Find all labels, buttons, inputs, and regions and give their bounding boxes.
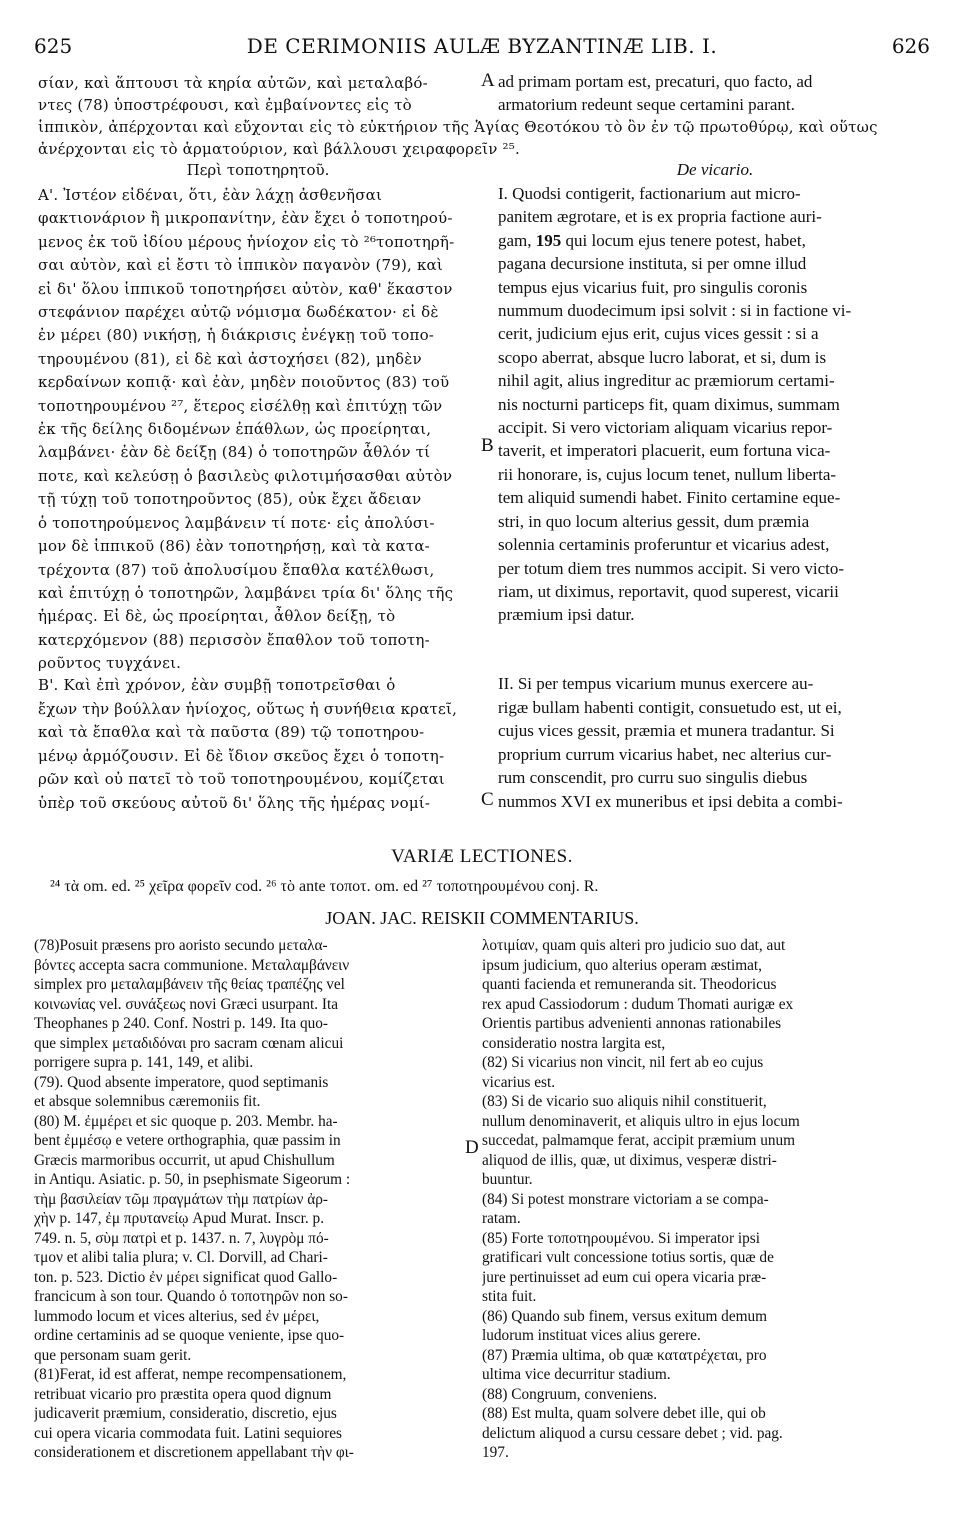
- text-line: καὶ τὰ ἔπαθλα καὶ τὰ παῦστα (89) τῷ τοποτηρου-: [38, 723, 425, 741]
- commentary-line: delictum aliquod a cursu cessare debet ; vid. pag.: [482, 1424, 783, 1442]
- text-line: armatorium redeunt seque certamini parant.: [498, 95, 795, 114]
- running-title: DE CERIMONIIS AULÆ BYZANTINÆ LIB. I.: [246, 34, 718, 58]
- commentary-line: jure pertinuisset ad eum cui opera vicaria præ-: [482, 1268, 767, 1286]
- commentary-line: et absque solemnibus cæremoniis fit.: [34, 1093, 261, 1110]
- text-line: tempus ejus vicarius fuit, pro singulis coronis: [498, 277, 808, 297]
- commentary-line: nullum denominaverit, et aliquis ultro in ejus locum: [482, 1112, 800, 1130]
- commentary-line: aliquod de illis, quæ, ut diximus, vesperæ distri-: [482, 1151, 777, 1169]
- commentary-line: λοτιμίαν, quam quis alteri pro judicio suo dat, aut: [482, 937, 786, 954]
- commentary-line: judicaverit præmium, consideratio, discretio, ejus: [34, 1405, 337, 1422]
- text-line: panitem ægrotare, et is ex propria factione auri-: [498, 207, 822, 227]
- commentary-line: (88) Est multa, quam solvere debet ille, qui ob: [482, 1405, 766, 1422]
- text-line: nihil agit, alius ingreditur ac præmiorum certami-: [498, 371, 835, 391]
- commentary-line: ratam.: [482, 1210, 521, 1227]
- text-line: accipit. Si vero victoriam aliquam vicarius repor-: [498, 418, 833, 438]
- commentary-line: (84) Si potest monstrare victoriam a se compa-: [482, 1190, 769, 1208]
- text-line: μένῳ ἁρμόζουσιν. Εἰ δὲ ἴδιον σκεῦος ἔχει ὁ τοποτη-: [38, 746, 445, 765]
- commentary-line: Orientis partibus advenienti annonas rationabiles: [482, 1015, 782, 1032]
- text-line: pagana decursione instituta, si per omne illud: [498, 254, 807, 274]
- commentary-line: (80) M. ἐμμέρει et sic quoque p. 203. Membr. ha-: [34, 1112, 338, 1130]
- margin-letter-d: D: [465, 1137, 479, 1158]
- text-line: per totum diem tres nummos accipit. Si vero victo-: [498, 558, 845, 578]
- commentary-line: retribuat vicario pro præstita opera quod dignum: [34, 1385, 332, 1403]
- text-line: taverit, et imperatori placuerit, eum fortuna vica-: [498, 441, 831, 461]
- text-line: κατερχόμενον (88) περισσὸν ἔπαθλον τοῦ τοποτη-: [38, 630, 430, 649]
- commentary-line: ludorum instituat vices alius gerere.: [482, 1327, 701, 1344]
- text-line: cerit, judicium ejus erit, cujus vices gessit : si a: [498, 324, 819, 344]
- commentary-line: (85) Forte τοποτηρουμένου. Si imperator ipsi: [482, 1229, 760, 1247]
- text-line: rigæ bullam habenti contigit, consuetudo est, ut ei,: [498, 697, 842, 717]
- commentary-line: que simplex μεταδιδόναι pro sacram cœnam alicui: [34, 1034, 344, 1052]
- commentary-title: JOAN. JAC. REISKII COMMENTARIUS.: [325, 908, 639, 928]
- text-line: ἔχων τὴν βούλλαν ἡνίοχος, οὕτως ἡ συνήθεια κρατεῖ,: [38, 699, 458, 718]
- text-line: nis nocturni particeps fit, quam diximus, summam: [498, 394, 840, 414]
- commentary-line: τὴμ βασιλείαν τῶμ πραγμάτων τὴμ πατρίων ἀρ-: [34, 1190, 328, 1208]
- commentary-line: ultima vice decurritur stadium.: [482, 1366, 671, 1383]
- text-line: rii honorare, is, cujus locum tenet, nullum liberta-: [498, 464, 837, 484]
- variae-lectiones-title: VARIÆ LECTIONES.: [391, 846, 573, 867]
- commentary-line: cui opera vicaria commodata fuit. Latini sequiores: [34, 1424, 342, 1442]
- text-line: scopo aberrat, absque lucro laborat, et si, dum is: [498, 347, 827, 367]
- text-line: ποτε, καὶ κελεύσῃ ὁ βασιλεὺς φιλοτιμήσασθαι αὐτὸν: [38, 466, 453, 485]
- greek-wide-lines: [38, 116, 932, 160]
- text-line: ντες (78) ὑποστρέφουσι, καὶ ἐμβαίνοντες εἰς τὸ: [38, 96, 412, 114]
- commentary-line: κοινωνίας vel. συνάξεως novi Græci usurpant. Ita: [34, 995, 339, 1013]
- commentary-line: bent ἐμμέσῳ e vetere orthographia, quæ passim in: [34, 1132, 341, 1149]
- text-line: ἐν μέρει (80) νικήσῃ, ἡ διάκρισις ἐνέγκῃ τοῦ τοπο-: [38, 326, 435, 345]
- commentary-line: rex apud Cassiodorum : dudum Thomati aurigæ ex: [482, 995, 794, 1013]
- text-line: proprium currum vicarius habet, nec alterius cur-: [498, 744, 832, 764]
- commentary-line: francicum à son tour. Quando ὁ τοποτηρῶν non so-: [34, 1288, 348, 1305]
- text-line: λαμβάνει· ἐὰν δὲ δείξῃ (84) ὁ τοποτηρῶν ἆθλόν τί: [38, 443, 431, 462]
- text-line: præmium ipsi datur.: [498, 605, 635, 625]
- commentary-line: χὴν p. 147, ἐμ πρυτανείῳ Apud Murat. Inscr. p.: [34, 1210, 325, 1227]
- text-line: stri, in quo locum alterius gessit, dum præmia: [498, 511, 810, 531]
- commentary-line: Theophanes p 240. Conf. Nostri p. 149. Ita quo-: [34, 1015, 328, 1032]
- latin-top-lines: [498, 70, 932, 116]
- text-line: φακτιονάριον ἢ μικροπανίτην, ἐὰν ἔχει ὁ τοποτηρού-: [38, 209, 453, 228]
- commentary-line: (79). Quod absente imperatore, quod septimanis: [34, 1073, 329, 1091]
- text-line: ὑπὲρ τοῦ σκεύους αὐτοῦ δι' ὅλης τῆς ἡμέρας νομί-: [38, 793, 431, 812]
- commentary-line: stita fuit.: [482, 1288, 537, 1305]
- variae-lectiones-notes: ²⁴ τὰ om. ed. ²⁵ χεῖρα φορεῖν cod. ²⁶ τὸ ante τοποτ. om. ed ²⁷ τοποτηρουμένου conj. R.: [50, 878, 599, 895]
- commentary-line: (78)Posuit præsens pro aoristo secundo μεταλα-: [34, 937, 328, 954]
- text-line: tem aliquid sumendi habet. Finito certamine eque-: [498, 488, 841, 508]
- commentary-line: lummodo locum et vices alterius, sed ἐν μέρει,: [34, 1307, 320, 1325]
- commentary-left-column: [34, 936, 464, 1463]
- text-line: Α'. Ἰστέον εἰδέναι, ὅτι, ἐὰν λάχῃ ἀσθενῆσαι: [38, 186, 383, 204]
- greek-section-b: [38, 674, 478, 815]
- commentary-line: ipsum judicium, quo alterius operam æstimat,: [482, 956, 762, 974]
- greek-top-lines: [38, 72, 478, 116]
- commentary-line: vicarius est.: [482, 1073, 556, 1091]
- margin-letter-a: A: [481, 70, 495, 91]
- commentary-line: βόντες accepta sacra communione. Μεταλαμβάνειν: [34, 956, 350, 974]
- text-line: nummos XVI ex muneribus et ipsi debita a combi-: [498, 791, 843, 811]
- page-reference: 195: [535, 230, 562, 250]
- greek-section-a: [38, 184, 478, 676]
- commentary-line: buuntur.: [482, 1171, 533, 1188]
- commentary-line: τμον et alibi talia plura; v. Cl. Dorvill, ad Chari-: [34, 1249, 328, 1266]
- text-line: μενος ἐκ τοῦ ἰδίου μέρους ἡνίοχον εἰς τὸ ²⁶τοποτηρῆ-: [38, 232, 455, 251]
- text-line: τρέχοντα (87) τοῦ ἀπολυσίμου ἔπαθλα κατέλθωσι,: [38, 560, 435, 579]
- commentary-line: (83) Si de vicario suo aliquis nihil constituerit,: [482, 1093, 767, 1110]
- page-number-right: 626: [891, 34, 930, 58]
- text-line: τηρουμένου (81), εἰ δὲ καὶ ἀστοχήσει (82), μηδὲν: [38, 349, 422, 368]
- commentary-line: (82) Si vicarius non vincit, nil fert ab eo cujus: [482, 1054, 764, 1071]
- latin-section-2: [498, 672, 932, 813]
- text-line: I. Quodsi contigerit, factionarium aut micro-: [498, 184, 801, 203]
- commentary-line: (87) Præmia ultima, ob quæ κατατρέχεται, pro: [482, 1346, 767, 1364]
- text-line: σίαν, καὶ ἅπτουσι τὰ κηρία αὐτῶν, καὶ μεταλαβό-: [38, 74, 428, 92]
- text-line: riam, ut diximus, reportavit, quod superest, vicarii: [498, 581, 839, 601]
- text-line: ὁ τοποτηρούμενος λαμβάνειν τί ποτε· εἰς ἀπολύσι-: [38, 513, 435, 532]
- latin-section-1: [498, 182, 932, 627]
- text-line: Β'. Καὶ ἐπὶ χρόνον, ἐὰν συμβῇ τοποτρεῖσθαι ὁ: [38, 676, 396, 694]
- commentary-line: consideratio nostra largita est,: [482, 1034, 666, 1052]
- text-line: ἱππικὸν, ἀπέρχονται καὶ εὔχονται εἰς τὸ εὐκτήριον τῆς Ἁγίας Θεοτόκου τὸ ὂν ἐν τῷ πρωτοθύρῳ, καὶ οὕτως: [38, 118, 878, 136]
- commentary-line: simplex pro μεταλαμβάνειν τῆς θείας τραπέζης vel: [34, 976, 345, 993]
- text-line: ἀνέρχονται εἰς τὸ ἁρματούριον, καὶ βάλλουσι χειραφορεῖν ²⁵.: [38, 140, 520, 158]
- text-line: σαι αὐτὸν, καὶ εἰ ἔστι τὸ ἱππικὸν παγανὸν (79), καὶ: [38, 256, 443, 275]
- text-line: cujus vices gessit, præmia et munera tradantur. Si: [498, 721, 835, 740]
- margin-letter-c: C: [481, 789, 494, 810]
- commentary-line: in Antiqu. Asiatic. p. 50, in psephismate Sigeorum :: [34, 1171, 351, 1188]
- commentary-line: ton. p. 523. Dictio ἐν μέρει significat quod Gallo-: [34, 1268, 338, 1286]
- text-line: nummum duodecimum ipsi solvit : si in factione vi-: [498, 301, 852, 321]
- text-line: II. Si per tempus vicarium munus exercere au-: [498, 674, 814, 693]
- commentary-line: (88) Congruum, conveniens.: [482, 1385, 658, 1403]
- text-line: στεφάνιον παρέχει αὐτῷ νόμισμα δωδέκατον· εἰ δὲ: [38, 303, 439, 322]
- commentary-line: 197.: [482, 1444, 509, 1461]
- text-line: καὶ ἐπιτύχῃ ὁ τοποτηρῶν, λαμβάνει τρία δι' ὅλης τῆς: [38, 583, 454, 602]
- text-line: τοποτηρουμένου ²⁷, ἕτερος εἰσέλθῃ καὶ ἐπιτύχῃ τῶν: [38, 396, 443, 415]
- greek-section-heading: Περὶ τοποτηρητοῦ.: [186, 161, 330, 179]
- running-header: [34, 34, 930, 58]
- text-line: ἐκ τῆς δείλης διδομένων ἐπάθλων, ὡς προείρηται,: [38, 420, 432, 439]
- commentary-line: 749. n. 5, σὺμ πατρὶ et p. 1437. n. 7, λυγρὸμ πό-: [34, 1229, 329, 1247]
- commentary-line: (86) Quando sub finem, versus exitum demum: [482, 1307, 768, 1325]
- commentary-line: quanti facienda et remuneranda sit. Theodoricus: [482, 976, 777, 993]
- page-number-left: 625: [34, 34, 73, 58]
- text-line: εἰ δι' ὅλου ἱππικοῦ τοποτηρήσει αὐτὸν, καθ' ἕκαστον: [38, 279, 453, 298]
- commentary-line: succedat, palmamque ferat, accipit præmium unum: [482, 1132, 796, 1149]
- commentary-line: considerationem et discretionem appellabant τὴν φι-: [34, 1444, 354, 1461]
- commentary-right-column: [482, 936, 932, 1463]
- commentary-line: ordine certaminis ad se quoque veniente, ipse quo-: [34, 1327, 345, 1344]
- margin-letter-b: B: [481, 435, 494, 456]
- text-line: ροῦντος τυγχάνει.: [38, 654, 182, 673]
- text-line: ρῶν καὶ οὐ πατεῖ τὸ τοῦ τοποτηρουμένου, κομίζεται: [38, 770, 445, 788]
- commentary-line: porrigere supra p. 141, 149, et alibi.: [34, 1054, 254, 1071]
- commentary-line: Græcis marmoribus occurrit, ut apud Chishullum: [34, 1151, 335, 1169]
- text-line: ἡμέρας. Εἰ δὲ, ὡς προείρηται, ἆθλον δείξῃ, τὸ: [38, 607, 396, 626]
- text-line: κερδαίνων κοπιᾷ· καὶ ἐὰν, μηδὲν ποιοῦντος (83) τοῦ: [38, 373, 450, 392]
- commentary-line: (81)Ferat, id est afferat, nempe recompensationem,: [34, 1366, 347, 1383]
- text-line: rum conscendit, pro curru suo singulis diebus: [498, 768, 808, 787]
- commentary-line: que personam suam gerit.: [34, 1346, 192, 1364]
- text-line: solennia certaminis proferuntur et vicarius adest,: [498, 535, 830, 555]
- commentary-line: gratificari vult concessione totius sortis, quæ de: [482, 1249, 774, 1266]
- text-line: τῇ τύχῃ τοῦ τοποτηροῦντος (85), οὐκ ἔχει ἄδειαν: [38, 490, 422, 509]
- text-line: μον δὲ ἱππικοῦ (86) ἐὰν τοποτηρήσῃ, καὶ τὰ κατα-: [38, 537, 430, 556]
- text-line: ad primam portam est, precaturi, quo facto, ad: [498, 72, 813, 91]
- text-line: gam, 195 qui locum ejus tenere potest, habet,: [498, 230, 806, 250]
- latin-section-heading: De vicario.: [676, 160, 754, 179]
